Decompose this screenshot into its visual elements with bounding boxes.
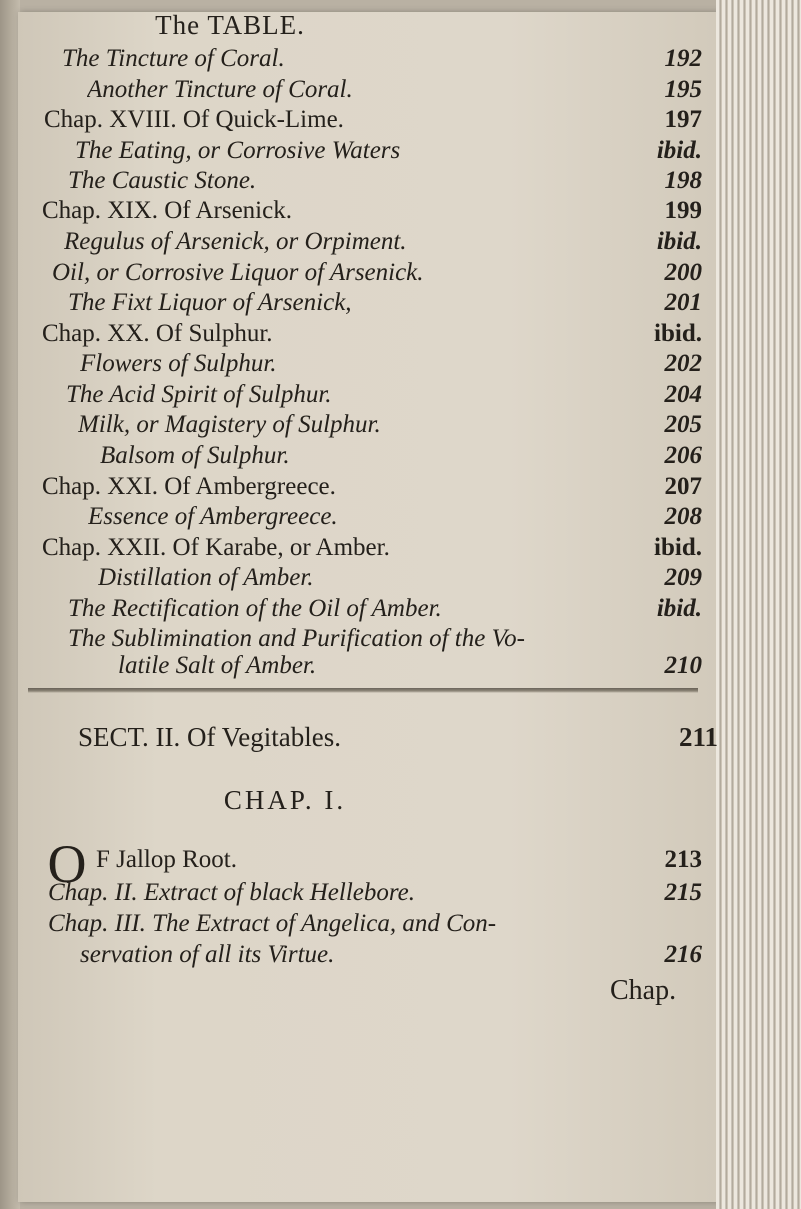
toc-entry-title: The Tincture of Coral. (62, 45, 285, 72)
toc-entry-title: The Caustic Stone. (68, 167, 257, 194)
toc-entry-page: 206 (664, 442, 702, 469)
section-title: SECT. II. Of Vegitables. (78, 722, 341, 752)
toc-entry-title: The Sublimination and Purification of the Vo- (68, 625, 525, 652)
toc-entry-title: F Jallop Root. (96, 846, 237, 873)
toc-entry-title: The Acid Spirit of Sulphur. (66, 381, 332, 408)
toc-entry-page: ibid. (654, 534, 702, 561)
chapter-heading: CHAP. I. (223, 785, 347, 815)
toc-entry-page: ibid. (656, 595, 702, 622)
running-head: The TABLE. (155, 10, 305, 40)
toc-entry-page: 209 (664, 564, 702, 591)
toc-entry-title: Chap. XXI. Of Ambergreece. (42, 473, 336, 500)
toc-entry-title: Regulus of Arsenick, or Orpiment. (64, 228, 407, 255)
catchword: Chap. (610, 975, 677, 1006)
toc-entry-title: Chap. XVIII. Of Quick-Lime. (44, 106, 344, 133)
toc-entry-title: Chap. XIX. Of Arsenick. (42, 197, 292, 224)
toc-entry-title: The Fixt Liquor of Arsenick, (68, 289, 352, 316)
toc-entry (48, 910, 702, 938)
toc-entry-title: Milk, or Magistery of Sulphur. (78, 411, 381, 438)
toc-entry-page: ibid. (654, 320, 702, 347)
toc-entry-title: Oil, or Corrosive Liquor of Arsenick. (52, 259, 424, 286)
toc-entry-title: Distillation of Amber. (98, 564, 314, 591)
toc-entry-page: 213 (664, 846, 702, 873)
toc-entry-title: Chap. II. Extract of black Hellebore. (48, 879, 416, 906)
toc-entry-page: ibid. (656, 228, 702, 255)
toc-entry-page: 199 (664, 197, 702, 224)
toc-entry-title: Chap. XXII. Of Karabe, or Amber. (42, 534, 390, 561)
toc-entry-page: 192 (664, 45, 702, 72)
toc-entry-title: Chap. XX. Of Sulphur. (42, 320, 273, 347)
section-page: 211 (678, 722, 718, 752)
toc-entry-page: 202 (664, 350, 702, 377)
toc-entry-page: 200 (664, 259, 702, 286)
toc-entry-title: servation of all its Virtue. (80, 941, 335, 968)
toc-entry-title: The Eating, or Corrosive Waters (75, 137, 401, 164)
toc-entry-page: 198 (664, 167, 702, 194)
toc-entry (80, 941, 702, 969)
toc-entry-title: Balsom of Sulphur. (100, 442, 290, 469)
drop-cap: O (47, 834, 87, 894)
toc-entry-title: Another Tincture of Coral. (87, 76, 353, 103)
toc-entry (48, 879, 702, 907)
toc-entry-page: 207 (664, 473, 702, 500)
toc-entry-page: 215 (664, 879, 702, 906)
toc-entry-title: Chap. III. The Extract of Angelica, and Con- (48, 910, 497, 937)
toc-entry-page: 216 (664, 941, 702, 968)
toc-entry-title: Flowers of Sulphur. (80, 350, 277, 377)
toc-entry-title: latile Salt of Amber. (118, 652, 317, 679)
toc-entry-page: 201 (664, 289, 702, 316)
toc-entry-page: ibid. (656, 137, 702, 164)
toc-entry-page: 208 (664, 503, 702, 530)
toc-entry-title: The Rectification of the Oil of Amber. (68, 595, 442, 622)
toc-entry-page: 197 (664, 106, 702, 133)
toc-entry-page: 204 (664, 381, 702, 408)
toc-entry-title: Essence of Ambergreece. (88, 503, 338, 530)
toc-entry-page: 205 (664, 411, 702, 438)
toc-entry-page: 195 (664, 76, 702, 103)
toc-entry (96, 846, 702, 874)
toc-entry-page: 210 (664, 652, 702, 679)
